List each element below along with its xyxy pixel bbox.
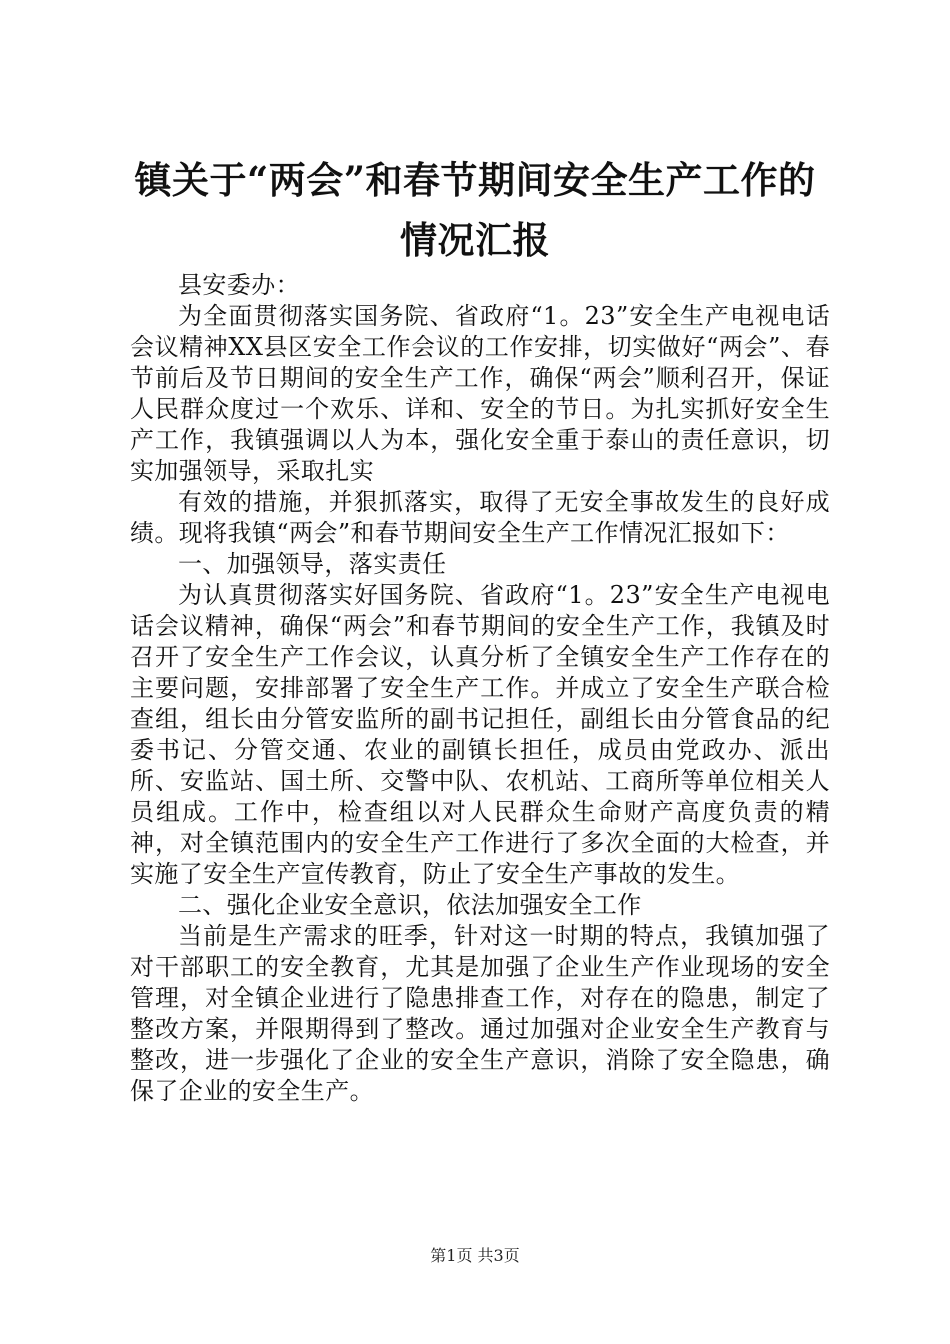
section-heading-1: 一、加强领导，落实责任 [178,550,447,578]
salutation: 县安委办： [178,271,300,299]
paragraph-intro: 为全面贯彻落实国务院、省政府“1。23”安全生产电视电话会议精神XX县区安全工作会议的工作安排，切实做好“两会”、春节前后及节日期间的安全生产工作，确保“两会”顺利召开，保证人民群众度过一个欢乐、详和、安全的节日。为扎实抓好安全生产工作，我镇强调以人为本，强化安全重于泰山的责任意识，切实加强领导，采取扎实 [130,302,830,485]
document-title: 镇关于“两会”和春节期间安全生产工作的情况汇报 [134,158,816,262]
page-number-footer: 第1页 共3页 [430,1246,520,1265]
section-heading-2: 二、强化企业安全意识，依法加强安全工作 [178,891,642,919]
paragraph-intro-continued: 有效的措施，并狠抓落实，取得了无安全事故发生的良好成绩。现将我镇“两会”和春节期间安全生产工作情况汇报如下： [130,488,830,547]
paragraph-section-2: 当前是生产需求的旺季，针对这一时期的特点，我镇加强了对干部职工的安全教育，尤其是加强了企业生产作业现场的安全管理，对全镇企业进行了隐患排查工作，对存在的隐患，制定了整改方案，并限期得到了整改。通过加强对企业安全生产教育与整改，进一步强化了企业的安全生产意识，消除了安全隐患，确保了企业的安全生产。 [130,922,830,1105]
document-body [130,270,830,1107]
paragraph-section-1: 为认真贯彻落实好国务院、省政府“1。23”安全生产电视电话会议精神，确保“两会”和春节期间的安全生产工作，我镇及时召开了安全生产工作会议，认真分析了全镇安全生产工作存在的主要问题，安排部署了安全生产工作。并成立了安全生产联合检查组，组长由分管安监所的副书记担任，副组长由分管食品的纪委书记、分管交通、农业的副镇长担任，成员由党政办、派出所、安监站、国土所、交警中队、农机站、工商所等单位相关人员组成。工作中，检查组以对人民群众生命财产高度负责的精神，对全镇范围内的安全生产工作进行了多次全面的大检查，并实施了安全生产宣传教育，防止了安全生产事故的发生。 [130,581,830,888]
